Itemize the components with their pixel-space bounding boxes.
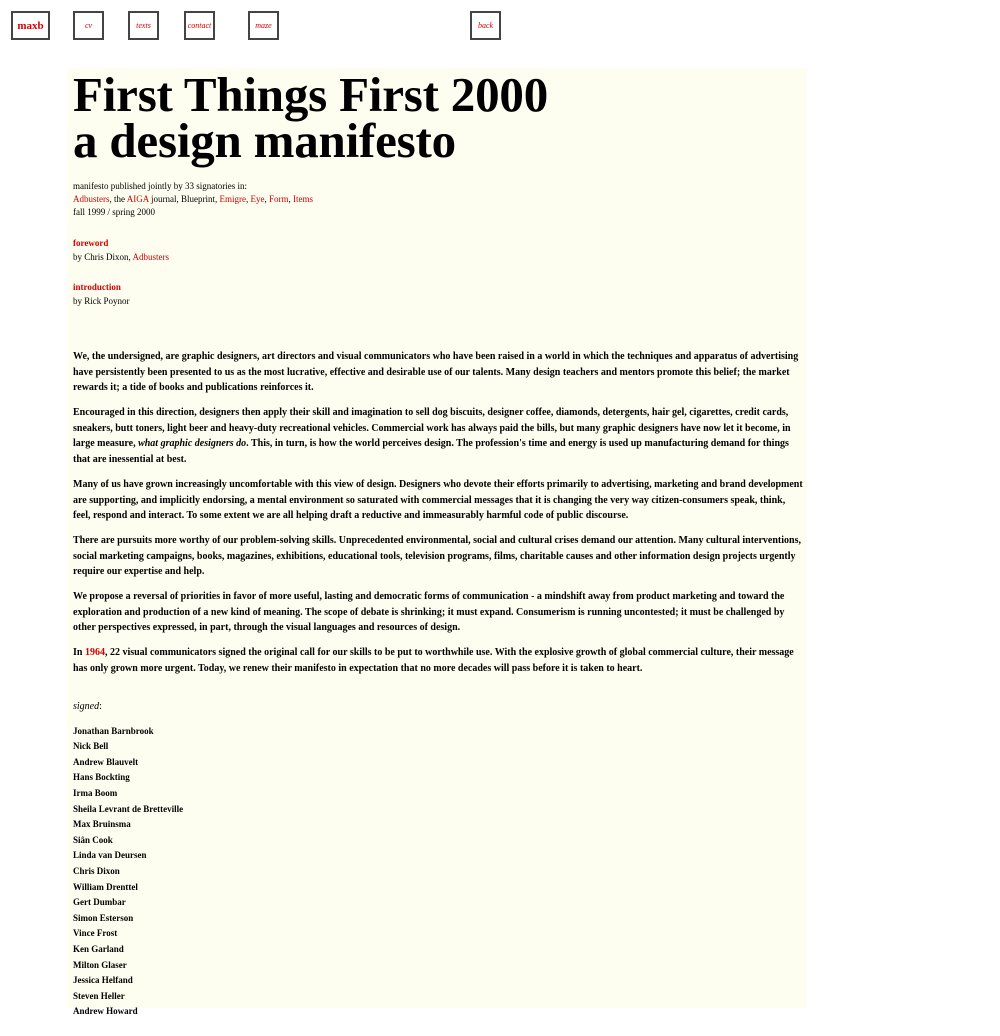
signatory-name: Nick Bell	[73, 741, 109, 752]
signatory-name: Irma Boom	[73, 788, 118, 799]
pub-separator: ,	[246, 194, 251, 204]
foreword-link[interactable]: foreword	[73, 238, 109, 248]
introduction-link[interactable]: introduction	[73, 282, 121, 292]
paragraph-emphasis: what graphic designers do	[138, 438, 247, 450]
pub-separator: ,	[264, 194, 269, 204]
foreword-adbusters-link[interactable]: Adbusters	[132, 252, 170, 262]
nav-texts-link[interactable]: texts	[128, 11, 159, 40]
pub-text: journal, Blueprint,	[148, 194, 220, 204]
paragraph-text: Encouraged in this direction, designers then apply their skill and imagination to sell dog biscuits, designer coffee, diamonds, detergents, hair gel, cigarettes, credit cards, sneakers, butt toners, light beer and heavy-duty recreational vehicles. Commercial work has always paid the bills, but many graphic designers have now let it become, in large measure,	[73, 407, 791, 450]
publication-list	[73, 193, 807, 206]
foreword-author: by Chris Dixon,	[73, 252, 133, 262]
foreword-byline	[73, 250, 807, 265]
signatory-name: Jessica Helfand	[73, 975, 133, 986]
pub-text: , the	[109, 194, 127, 204]
signatory-name: Hans Bockting	[73, 772, 130, 783]
signatory-name: Ken Garland	[73, 943, 124, 954]
paragraph-6	[73, 645, 803, 676]
publication-meta	[73, 180, 807, 219]
paragraph-5: We propose a reversal of priorities in favor of more useful, lasting and democratic forms of communication - a mindshift away from product marketing and toward the exploration and production of a new kind of meaning. The scope of debate is shrinking; it must expand. Consumerism is running uncontested; it must be challenged by other perspectives expressed, in part, through the visual languages and resources of design.	[73, 591, 785, 634]
year-1964-link[interactable]: 1964	[84, 647, 105, 659]
nav-back-link[interactable]: back	[470, 11, 501, 40]
paragraph-4: There are pursuits more worthy of our problem-solving skills. Unprecedented environmental, social and cultural crises demand our attention. Many cultural interventions, social marketing campaigns, books, magazines, exhibitions, educational tools, television programs, films, charitable causes and other information design projects urgently require our expertise and help.	[73, 535, 801, 578]
nav-cv-link[interactable]: cv	[73, 11, 104, 40]
title-line-2: a design manifesto	[73, 113, 456, 168]
adbusters-link[interactable]: Adbusters	[73, 194, 110, 204]
signatory-name: Chris Dixon	[73, 865, 120, 876]
title-line-1: First Things First 2000	[73, 67, 548, 122]
published-note: manifesto published jointly by 33 signatories in:	[73, 181, 247, 191]
signatory-name: Gert Dumbar	[73, 897, 126, 908]
nav-maze-link[interactable]: maze	[248, 11, 279, 40]
signed-colon: :	[99, 700, 102, 712]
signatory-name: Siân Cook	[73, 834, 113, 845]
signatory-name: William Drenttel	[73, 881, 138, 892]
paragraph-text: . This, in turn, is how the world perceives design. The profession's time and energy is used up manufacturing demand for things that are inessential at best.	[73, 438, 789, 465]
manifesto-body	[73, 349, 807, 677]
signatory-name: Steven Heller	[73, 990, 125, 1001]
signed-heading	[73, 699, 807, 714]
signatory-name: Milton Glaser	[73, 959, 127, 970]
eye-link[interactable]: Eye	[250, 194, 265, 204]
introduction-byline: by Rick Poynor	[73, 296, 130, 306]
form-link[interactable]: Form	[269, 194, 289, 204]
signatory-name: Simon Esterson	[73, 912, 134, 923]
nav-contact-link[interactable]: contact	[184, 11, 215, 40]
nav-brand-link[interactable]: maxb	[11, 11, 50, 40]
paragraph-2	[73, 405, 803, 467]
signatory-name: Jonathan Barnbrook	[73, 725, 154, 736]
signed-label: signed	[73, 700, 100, 712]
signatory-list	[73, 724, 807, 1020]
signatory-name: Sheila Levrant de Bretteville	[73, 803, 184, 814]
signatory-name: Max Bruinsma	[73, 819, 131, 830]
aiga-link[interactable]: AIGA	[126, 194, 149, 204]
items-link[interactable]: Items	[293, 194, 314, 204]
paragraph-3: Many of us have grown increasingly uncomfortable with this view of design. Designers who devote their efforts primarily to advertising, marketing and brand development are supporting, and implicitly endorsing, a mental environment so saturated with commercial messages that it is changing the very way citizen-consumers speak, think, feel, respond and interact. To some extent we are all helping draft a reductive and immeasurably harmful code of public discourse.	[73, 478, 803, 522]
article	[73, 67, 807, 1036]
publication-date: fall 1999 / spring 2000	[73, 207, 155, 217]
paragraph-text: In	[73, 647, 85, 659]
signatory-name: Linda van Deursen	[73, 850, 147, 861]
paragraph-text: , 22 visual communicators signed the original call for our skills to be put to worthwhile use. With the explosive growth of global commercial culture, their message has only grown more urgent. Today, we renew their manifesto in expectation that no more decades will pass before it is taken to heart.	[73, 647, 794, 675]
page-title	[73, 67, 807, 168]
signatory-name: Andrew Blauvelt	[73, 756, 139, 767]
pub-separator: ,	[288, 194, 294, 204]
signatory-name: Andrew Howard	[73, 1006, 138, 1017]
emigre-link[interactable]: Emigre	[219, 194, 246, 204]
signatory-name: Vince Frost	[73, 928, 118, 939]
paragraph-1: We, the undersigned, are graphic designers, art directors and visual communicators who have been raised in a world in which the techniques and apparatus of advertising have persistently been presented to us as the most lucrative, effective and desirable use of our talents. Many design teachers and mentors promote this belief; the market rewards it; a tide of books and publications reinforces it.	[73, 351, 799, 394]
